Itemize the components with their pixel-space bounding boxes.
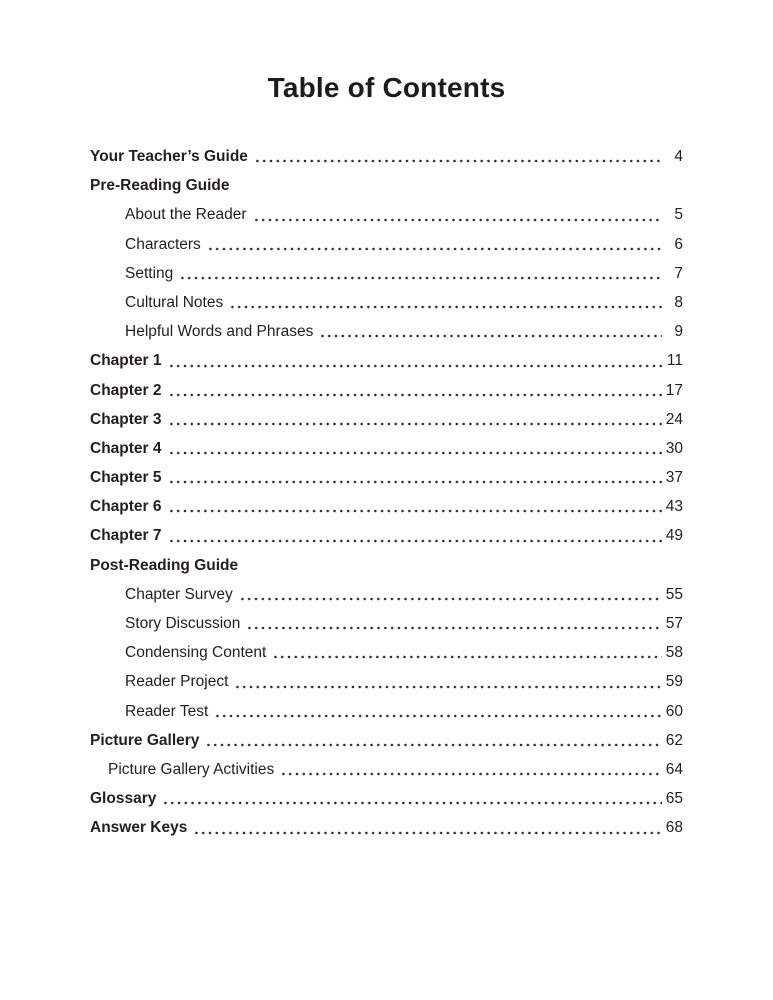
toc-entry (90, 463, 683, 492)
toc-entry (90, 813, 683, 842)
toc-entry-page: 11 (666, 352, 683, 370)
toc-entry (90, 376, 683, 405)
dot-leader (272, 655, 662, 659)
toc-entry-label: Helpful Words and Phrases (125, 323, 314, 341)
toc-entry (90, 492, 683, 521)
toc-entry-page: 43 (665, 498, 683, 516)
toc-entry-label: Cultural Notes (125, 293, 224, 311)
toc-entry-label: Glossary (90, 790, 157, 808)
toc-entry-label: Chapter 2 (90, 381, 162, 399)
dot-leader (207, 247, 662, 251)
toc-entry-page: 9 (674, 323, 683, 341)
toc-entry-label: Story Discussion (125, 615, 241, 632)
toc-entry-label: Chapter 7 (90, 527, 162, 545)
toc-entry-label: Chapter 3 (90, 410, 162, 428)
toc-entry (90, 142, 683, 171)
dot-leader (254, 159, 662, 163)
toc-entry (90, 726, 683, 755)
dot-leader (229, 305, 662, 309)
toc-list (90, 142, 683, 843)
toc-entry-page: 5 (674, 206, 683, 224)
toc-entry-label: Chapter Survey (125, 585, 233, 603)
toc-entry-page: 4 (674, 148, 683, 165)
dot-leader (319, 334, 662, 338)
toc-entry (90, 697, 683, 726)
dot-leader (168, 422, 663, 426)
dot-leader (253, 218, 662, 222)
toc-entry-page: 6 (674, 235, 683, 253)
toc-entry-page: 62 (665, 731, 683, 749)
toc-entry (90, 317, 683, 346)
toc-entry-label: Chapter 4 (90, 439, 162, 457)
dot-leader (239, 597, 662, 601)
toc-entry (90, 288, 683, 317)
dot-leader (246, 626, 662, 630)
toc-entry (90, 609, 683, 638)
toc-entry-label: Picture Gallery Activities (108, 760, 275, 778)
toc-entry (90, 667, 683, 696)
dot-leader (280, 772, 662, 776)
toc-entry-label: Chapter 5 (90, 469, 162, 487)
toc-entry-page: 68 (665, 819, 683, 837)
dot-leader (168, 509, 663, 513)
toc-entry-label: About the Reader (125, 206, 247, 224)
dot-leader (214, 714, 662, 718)
toc-entry-label: Characters (125, 235, 201, 253)
toc-entry-label: Condensing Content (125, 644, 267, 662)
toc-entry (90, 755, 683, 784)
toc-entry-label: Answer Keys (90, 819, 188, 837)
toc-entry-label: Setting (125, 264, 174, 282)
toc-entry-page: 17 (665, 381, 683, 399)
toc-entry-page: 64 (665, 760, 683, 778)
toc-entry-page: 65 (665, 790, 683, 808)
toc-entry-page: 24 (665, 410, 683, 428)
toc-entry-page: 59 (665, 673, 683, 691)
toc-entry-page: 55 (665, 585, 683, 603)
toc-entry-page: 7 (674, 264, 683, 282)
toc-entry-page: 37 (665, 469, 683, 487)
toc-entry-page: 57 (665, 615, 683, 632)
dot-leader (162, 801, 662, 805)
dot-leader (234, 685, 662, 689)
toc-entry (90, 521, 683, 550)
dot-leader (168, 539, 663, 543)
toc-entry-label: Reader Test (125, 702, 209, 720)
toc-entry (90, 259, 683, 288)
toc-entry-label: Picture Gallery (90, 731, 200, 749)
toc-entry (90, 405, 683, 434)
toc-entry-label: Post-Reading Guide (90, 556, 239, 574)
toc-entry-label: Chapter 1 (90, 352, 162, 370)
toc-entry (90, 230, 683, 259)
toc-entry (90, 200, 683, 229)
toc-entry (90, 434, 683, 463)
toc-entry-page: 58 (665, 644, 683, 662)
dot-leader (168, 480, 663, 484)
toc-entry-label: Chapter 6 (90, 498, 162, 516)
dot-leader (193, 831, 662, 835)
toc-entry-page: 49 (665, 527, 683, 545)
toc-entry-page: 8 (674, 293, 683, 311)
toc-entry (90, 551, 683, 580)
toc-entry-label: Pre-Reading Guide (90, 177, 230, 195)
dot-leader (205, 743, 662, 747)
page-title: Table of Contents (267, 72, 506, 103)
toc-entry-label: Reader Project (125, 673, 229, 691)
toc-entry (90, 784, 683, 813)
dot-leader (179, 276, 662, 280)
toc-entry-page: 30 (665, 439, 683, 457)
dot-leader (168, 451, 663, 455)
toc-entry (90, 580, 683, 609)
toc-entry-label: Your Teacher’s Guide (90, 148, 248, 165)
toc-entry (90, 346, 683, 375)
toc-entry (90, 171, 683, 200)
dot-leader (168, 364, 663, 368)
toc-entry-page: 60 (665, 702, 683, 720)
dot-leader (168, 393, 663, 397)
toc-entry (90, 638, 683, 667)
